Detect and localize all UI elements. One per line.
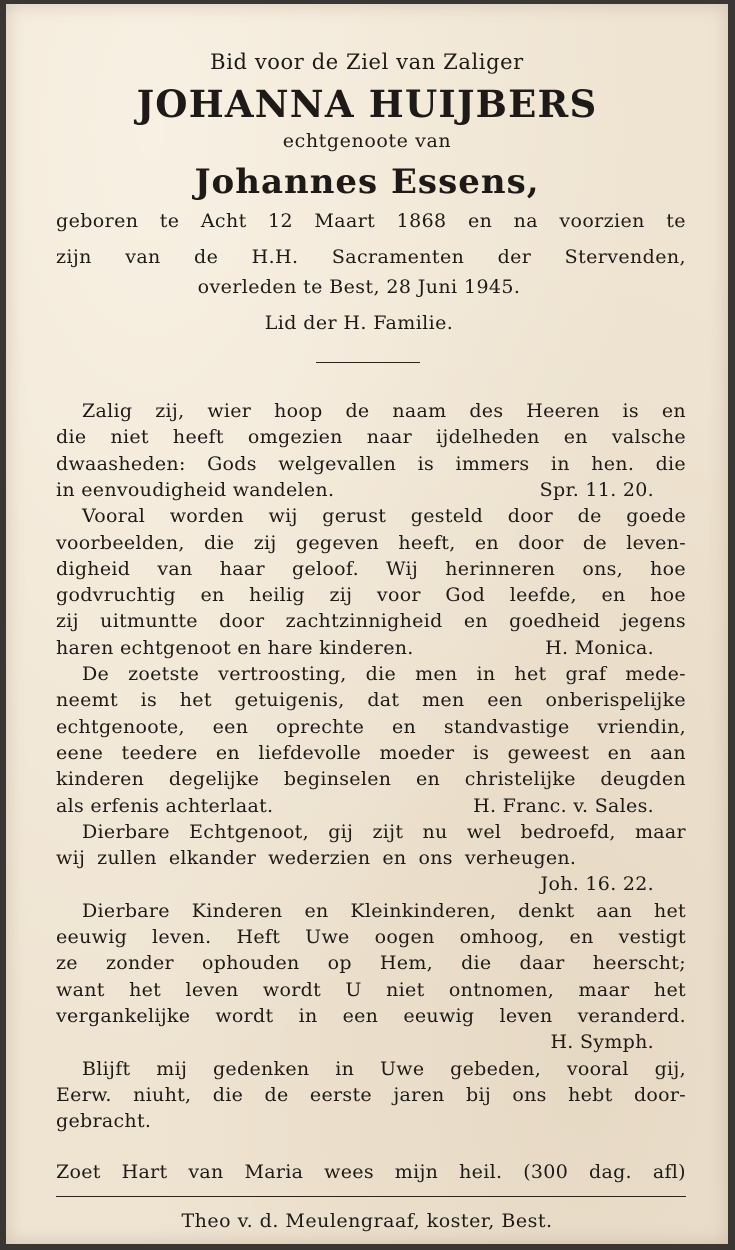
word: en <box>607 741 632 764</box>
divider-long <box>56 1196 686 1197</box>
intro-text: Bid voor de Ziel van Zaliger <box>210 50 524 74</box>
word: Zoet <box>56 1161 101 1183</box>
text-line <box>56 845 686 871</box>
word: valsche <box>611 426 686 449</box>
paragraph-last-line: gebracht. <box>56 1110 152 1133</box>
text-line <box>56 977 686 1003</box>
word: heerscht; <box>592 952 686 975</box>
word: gerust <box>322 505 387 528</box>
source-citation: H. Symph. <box>550 1031 654 1054</box>
word: hoop <box>274 400 323 422</box>
word: door <box>219 610 265 633</box>
word: die <box>56 426 87 449</box>
word: van <box>188 1161 224 1183</box>
text-line <box>56 1082 686 1108</box>
word: vriendin, <box>597 715 686 738</box>
word: oprechte <box>276 715 365 738</box>
word: Uwe <box>305 926 350 948</box>
died-line: overleden te Best, 28 Juni 1945. <box>197 276 521 298</box>
divider-short <box>316 362 420 363</box>
word: is <box>417 452 435 475</box>
paragraph-last-line: haren echtgenoot en hare kinderen. <box>56 636 414 659</box>
relation-text: echtgenoote van <box>282 130 452 152</box>
word: mede- <box>625 663 686 685</box>
word: en <box>661 400 686 422</box>
word: gesteld <box>410 505 484 528</box>
word: en <box>415 768 441 791</box>
word: denkt <box>518 899 575 922</box>
word: zij <box>56 610 79 633</box>
text-line <box>56 1003 686 1029</box>
word: beginselen <box>283 768 392 791</box>
text-line <box>56 687 686 713</box>
word: eeuwig <box>403 1004 475 1027</box>
word: wij <box>56 847 86 870</box>
word: te <box>666 210 686 232</box>
word: ophouden <box>202 952 300 975</box>
word: Vooral <box>82 505 146 528</box>
deceased-name: JOHANNA HUIJBERS <box>136 82 598 126</box>
word: en <box>601 584 626 607</box>
word: door <box>507 505 554 528</box>
word: omgezien <box>247 426 343 449</box>
word: herinneren <box>445 557 556 580</box>
word: maar <box>634 820 686 843</box>
word: in <box>335 1057 355 1080</box>
word: gij <box>328 820 354 843</box>
word: de <box>345 400 370 422</box>
word: naar <box>366 426 412 449</box>
word: na <box>513 210 538 232</box>
word: goedheid <box>509 610 601 633</box>
word: leefde, <box>509 584 577 607</box>
word: christelijke <box>464 768 576 791</box>
word: zonder <box>105 952 174 975</box>
member-line: Lid der H. Familie. <box>264 312 454 334</box>
word: verheugen. <box>464 847 577 870</box>
word: liefdevolle <box>258 741 362 764</box>
word: leven. <box>152 926 212 948</box>
word: der <box>497 246 532 268</box>
word: jegens <box>621 610 686 633</box>
word: gedenken <box>212 1057 310 1080</box>
word: daar <box>519 952 565 975</box>
printer-line: Theo v. d. Meulengraaf, koster, Best. <box>181 1210 553 1232</box>
word: jaren <box>393 1083 445 1106</box>
word: Maria <box>244 1161 304 1183</box>
text-line <box>56 530 686 556</box>
word: dwaasheden: <box>56 452 186 475</box>
word: het <box>514 663 547 685</box>
word: in <box>298 1004 318 1027</box>
word: deugden <box>600 768 686 791</box>
word: degelijke <box>168 768 260 791</box>
text-line <box>56 556 686 582</box>
word: de <box>264 1083 289 1106</box>
word: wederzien <box>268 847 371 870</box>
word: 1868 <box>396 210 447 232</box>
word: leven- <box>626 531 686 554</box>
closing-line <box>56 1159 686 1185</box>
word: eerste <box>309 1083 372 1106</box>
word: door <box>518 531 564 554</box>
word: wordt <box>262 978 322 1001</box>
source-citation: H. Franc. v. Sales. <box>473 794 654 817</box>
word: Dierbare <box>82 820 170 843</box>
word: een <box>212 715 249 738</box>
word: wordt <box>215 1004 274 1027</box>
word: bij <box>465 1083 492 1106</box>
word: gebeden, <box>450 1057 542 1080</box>
word: de <box>582 531 607 554</box>
text-line <box>56 424 686 450</box>
word: de <box>577 505 602 528</box>
word: eene <box>56 741 104 764</box>
word: Hart <box>121 1161 168 1183</box>
text-line <box>56 950 686 976</box>
word: ons <box>512 1083 547 1106</box>
text-line <box>82 661 686 687</box>
word: getuigenis, <box>234 689 345 712</box>
word: H.H. <box>251 246 299 268</box>
word: heilig <box>249 584 305 607</box>
word: en <box>200 584 225 607</box>
word: vooral <box>566 1057 629 1080</box>
word: ontnomen, <box>448 978 555 1001</box>
word: bedroefd, <box>520 820 616 843</box>
word: Kleinkinderen, <box>350 899 497 922</box>
word: want <box>56 978 105 1001</box>
word: en <box>215 741 240 764</box>
word: vertroosting, <box>218 663 347 685</box>
word: Echtgenoot, <box>189 820 309 843</box>
word: die <box>655 452 686 475</box>
word: zijn <box>56 246 92 268</box>
word: Dierbare <box>82 899 170 922</box>
word: Kinderen <box>191 899 283 922</box>
word: en <box>563 426 588 449</box>
word: een <box>342 1004 379 1027</box>
word: des <box>469 400 504 422</box>
word: is <box>140 689 158 712</box>
word: Uwe <box>379 1057 425 1080</box>
word: zijt <box>372 820 404 843</box>
word: (300 <box>523 1161 569 1183</box>
word: leven <box>499 1004 553 1027</box>
word: dat <box>367 689 400 712</box>
word: het <box>653 899 686 922</box>
word: Heeren <box>526 400 600 422</box>
word: is <box>472 741 490 764</box>
word: zij, <box>155 400 185 422</box>
word: en <box>463 610 488 633</box>
word: hen. <box>591 452 635 475</box>
word: Wij <box>386 557 419 580</box>
word: God <box>445 584 486 607</box>
word: maar <box>578 978 630 1001</box>
word: door- <box>633 1083 686 1106</box>
word: oogen <box>374 926 435 948</box>
word: aan <box>596 899 633 922</box>
word: aan <box>650 741 686 764</box>
word: Zalig <box>82 400 133 422</box>
word: die <box>204 531 235 554</box>
word: voor <box>376 584 421 607</box>
word: niet <box>110 426 149 449</box>
word: mijn <box>394 1161 439 1183</box>
text-line <box>82 398 686 424</box>
word: wel <box>466 820 502 843</box>
text-line <box>82 819 686 845</box>
word: De <box>82 663 110 685</box>
word: voorzien <box>559 210 645 232</box>
word: van <box>157 557 193 580</box>
word: uitmuntte <box>100 610 198 633</box>
word: gegeven <box>295 531 380 554</box>
word: standvastige <box>443 715 570 738</box>
word: die <box>212 1083 244 1106</box>
text-line <box>82 503 686 529</box>
word: digheid <box>56 557 131 580</box>
word: Maart <box>314 210 376 232</box>
word: Hem, <box>379 952 433 975</box>
word: goede <box>626 505 686 528</box>
word: is <box>622 400 639 422</box>
word: zullen <box>97 847 157 870</box>
word: hoe <box>650 557 686 580</box>
sacraments-line <box>56 244 686 270</box>
word: kinderen <box>56 768 145 791</box>
word: en <box>569 926 594 948</box>
word: en <box>391 715 417 738</box>
word: geweest <box>507 741 590 764</box>
word: en <box>382 847 407 870</box>
word: onberispelijke <box>545 689 686 712</box>
word: vergankelijke <box>56 1004 191 1027</box>
word: veranderd. <box>577 1004 686 1027</box>
word: dag. <box>589 1161 632 1183</box>
word: en <box>474 531 499 554</box>
word: ons, <box>582 557 623 580</box>
word: op <box>327 952 352 975</box>
word: mij <box>156 1057 188 1080</box>
word: gij, <box>654 1057 686 1080</box>
word: haar <box>219 557 265 580</box>
word: heil. <box>459 1161 503 1183</box>
text-line <box>56 740 686 766</box>
word: wij <box>268 505 298 528</box>
word: men <box>422 689 465 712</box>
word: in <box>476 663 496 685</box>
word: worden <box>169 505 244 528</box>
word: te <box>159 210 180 232</box>
word: moeder <box>379 741 455 764</box>
word: zij <box>253 531 277 554</box>
word: die <box>365 663 397 685</box>
word: 12 <box>268 210 294 232</box>
word: Blijft <box>82 1057 131 1080</box>
word: wees <box>324 1161 374 1183</box>
word: naam <box>392 400 447 422</box>
word: ijdelheden <box>436 426 540 449</box>
text-line <box>82 1056 686 1082</box>
word: nu <box>422 820 448 843</box>
word: U <box>345 978 362 1001</box>
word: afl) <box>652 1161 686 1183</box>
word: wier <box>207 400 252 422</box>
word: zij <box>329 584 353 607</box>
source-citation: H. Monica. <box>545 636 654 659</box>
word: Sacramenten <box>331 246 465 268</box>
word: godvruchtig <box>56 584 176 607</box>
born-line <box>56 208 686 234</box>
text-line <box>56 582 686 608</box>
text-line <box>82 898 686 924</box>
word: geloof. <box>292 557 359 580</box>
word: Eerw. <box>56 1083 112 1106</box>
word: het <box>129 978 162 1001</box>
word: een <box>487 689 523 712</box>
word: en <box>304 899 329 922</box>
word: Acht <box>200 210 247 232</box>
text-line <box>56 766 686 792</box>
word: eeuwig <box>56 926 128 948</box>
word: niuht, <box>133 1083 192 1106</box>
text-line <box>56 924 686 950</box>
word: welgevallen <box>278 452 397 475</box>
word: men <box>415 663 458 685</box>
word: heeft, <box>398 531 456 554</box>
word: de <box>194 246 219 268</box>
text-line <box>56 451 686 477</box>
word: leven <box>185 978 239 1001</box>
word: niet <box>386 978 425 1001</box>
spouse-name: Johannes Essens, <box>194 162 540 202</box>
word: Stervenden, <box>564 246 686 268</box>
word: hoe <box>650 584 686 607</box>
text-line <box>56 714 686 740</box>
paragraph-last-line: in eenvoudigheid wandelen. <box>56 478 335 501</box>
word: heeft <box>172 426 224 449</box>
word: het <box>653 978 686 1001</box>
paragraph-last-line: als erfenis achterlaat. <box>56 794 274 817</box>
word: voorbeelden, <box>56 531 185 554</box>
word: ons <box>418 847 453 870</box>
word: immers <box>455 452 530 475</box>
word: van <box>125 246 161 268</box>
source-citation: Joh. 16. 22. <box>540 873 654 896</box>
word: zachtzinnigheid <box>285 610 443 633</box>
word: in <box>550 452 570 475</box>
word: hebt <box>568 1083 613 1106</box>
word: zoetste <box>128 663 200 685</box>
word: geboren <box>56 210 139 232</box>
word: die <box>461 952 492 975</box>
word: neemt <box>56 689 118 712</box>
word: Gods <box>207 452 257 475</box>
word: Heft <box>236 926 281 948</box>
word: het <box>179 689 212 712</box>
memorial-card <box>6 4 728 1244</box>
word: omhoog, <box>459 926 545 948</box>
text-line <box>56 608 686 634</box>
word: vestigt <box>618 926 686 948</box>
word: elkander <box>168 847 257 870</box>
word: ze <box>56 952 78 975</box>
word: teedere <box>121 741 198 764</box>
word: en <box>467 210 493 232</box>
word: echtgenoote, <box>56 715 185 738</box>
source-citation: Spr. 11. 20. <box>539 478 654 501</box>
word: graf <box>565 663 607 685</box>
